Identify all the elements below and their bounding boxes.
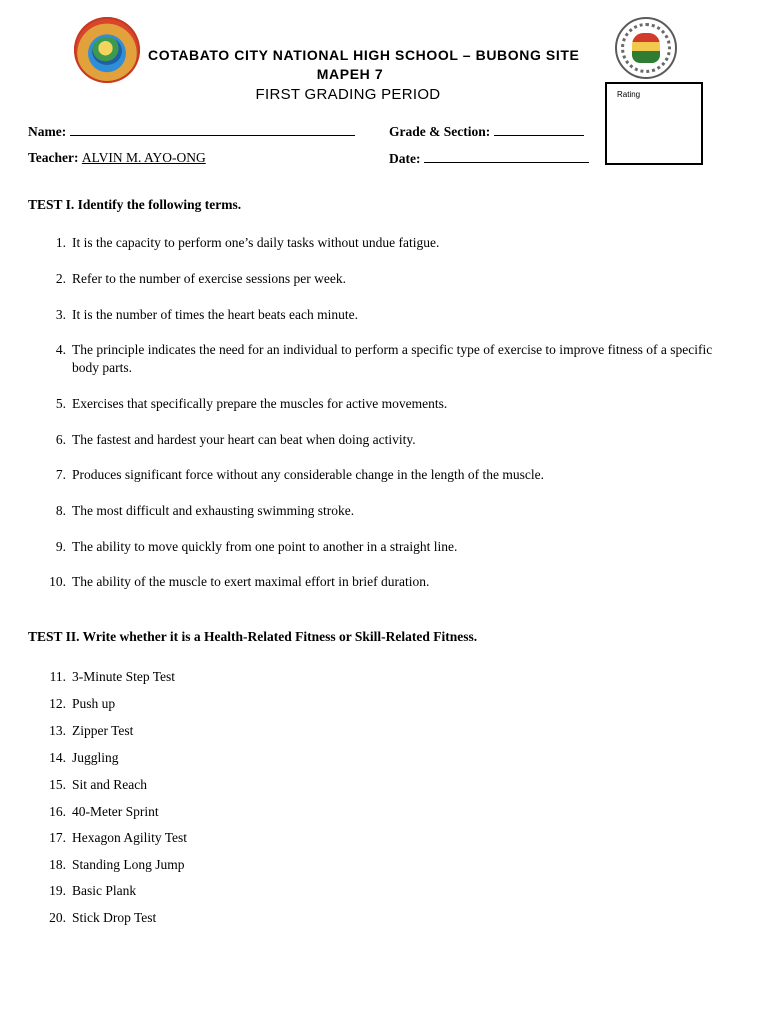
teacher-name: ALVIN M. AYO-ONG bbox=[81, 150, 206, 165]
teacher-field bbox=[28, 150, 206, 166]
name-field bbox=[28, 123, 355, 140]
item-text: It is the capacity to perform one’s daily tasks without undue fatigue. bbox=[72, 235, 440, 250]
grading-period: FIRST GRADING PERIOD bbox=[255, 86, 441, 103]
school-seal-logo-left bbox=[74, 17, 140, 83]
grade-section-label: Grade & Section: bbox=[389, 124, 491, 139]
item-number: 18. bbox=[49, 857, 66, 872]
item-text: Produces significant force without any considerable change in the length of the muscle. bbox=[72, 467, 544, 482]
item-text: The ability of the muscle to exert maximal effort in brief duration. bbox=[72, 574, 430, 589]
item-number: 19. bbox=[49, 883, 66, 898]
name-blank[interactable] bbox=[70, 123, 355, 136]
teacher-label: Teacher: bbox=[28, 150, 79, 165]
item-number: 10. bbox=[49, 574, 66, 589]
item-number: 1. bbox=[55, 235, 66, 250]
test1-heading: TEST I. Identify the following terms. bbox=[28, 197, 242, 212]
rating-box bbox=[605, 82, 703, 165]
rating-label: Rating bbox=[617, 90, 641, 99]
item-number: 12. bbox=[49, 696, 66, 711]
item-text: The ability to move quickly from one point to another in a straight line. bbox=[72, 539, 458, 554]
item-text: Push up bbox=[72, 696, 116, 711]
item-text: Stick Drop Test bbox=[72, 910, 157, 925]
test2-heading: TEST II. Write whether it is a Health-Related Fitness or Skill-Related Fitness. bbox=[28, 629, 478, 644]
item-number: 16. bbox=[49, 804, 66, 819]
item-text: Standing Long Jump bbox=[72, 857, 185, 872]
item-number: 14. bbox=[49, 750, 66, 765]
date-label: Date: bbox=[389, 151, 421, 166]
school-seal-logo-right bbox=[615, 17, 677, 79]
item-number: 9. bbox=[55, 539, 66, 554]
item-text: Hexagon Agility Test bbox=[72, 830, 188, 845]
item-number: 2. bbox=[55, 271, 66, 286]
item-number: 4. bbox=[55, 342, 66, 357]
item-text: 40-Meter Sprint bbox=[72, 804, 159, 819]
item-number: 15. bbox=[49, 777, 66, 792]
item-text: Refer to the number of exercise sessions per week. bbox=[72, 271, 347, 286]
item-text: Basic Plank bbox=[72, 883, 137, 898]
item-number: 8. bbox=[55, 503, 66, 518]
grade-section-field bbox=[389, 123, 584, 140]
item-text: Zipper Test bbox=[72, 723, 134, 738]
item-text: The most difficult and exhausting swimming stroke. bbox=[72, 503, 355, 518]
item-text: Exercises that specifically prepare the muscles for active movements. bbox=[72, 396, 448, 411]
item-text: The principle indicates the need for an individual to perform a specific type of exercise to improve fitness of a specific body parts. bbox=[72, 342, 713, 375]
date-blank[interactable] bbox=[424, 150, 589, 163]
item-number: 3. bbox=[55, 307, 66, 322]
item-number: 5. bbox=[55, 396, 66, 411]
item-text: 3-Minute Step Test bbox=[72, 669, 176, 684]
item-number: 6. bbox=[55, 432, 66, 447]
item-text: It is the number of times the heart beats each minute. bbox=[72, 307, 359, 322]
item-text: The fastest and hardest your heart can beat when doing activity. bbox=[72, 432, 416, 447]
school-name: COTABATO CITY NATIONAL HIGH SCHOOL – BUBONG SITE bbox=[148, 47, 580, 63]
date-field bbox=[389, 150, 589, 167]
subject-title: MAPEH 7 bbox=[316, 66, 384, 82]
item-number: 20. bbox=[49, 910, 66, 925]
item-number: 13. bbox=[49, 723, 66, 738]
grade-section-blank[interactable] bbox=[494, 123, 584, 136]
item-text: Sit and Reach bbox=[72, 777, 147, 792]
item-number: 17. bbox=[49, 830, 66, 845]
item-number: 11. bbox=[49, 669, 66, 684]
item-number: 7. bbox=[55, 467, 66, 482]
name-label: Name: bbox=[28, 124, 67, 139]
item-text: Juggling bbox=[72, 750, 119, 765]
